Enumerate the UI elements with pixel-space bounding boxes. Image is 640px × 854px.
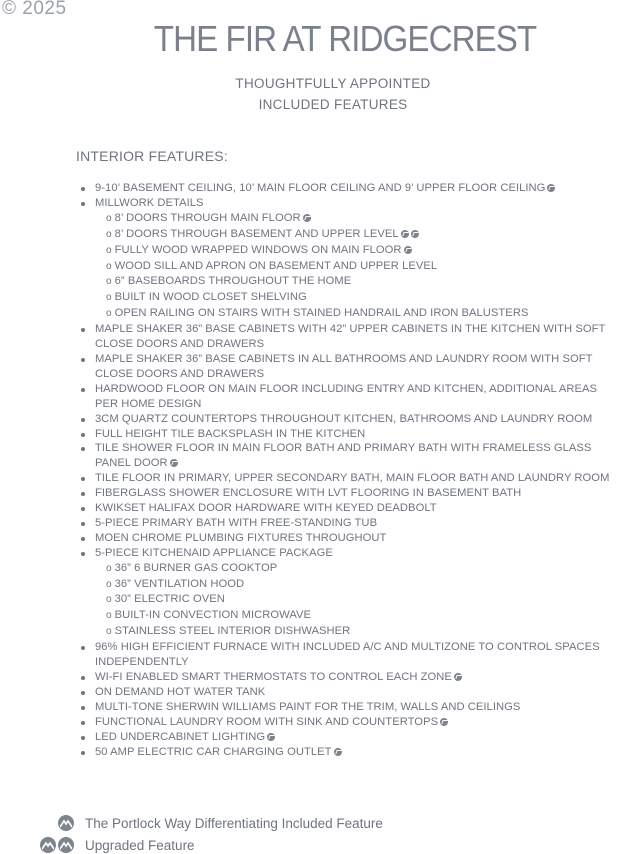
item-text: MOEN CHROME PLUMBING FIXTURES THROUGHOUT [95,531,387,544]
list-item [78,441,638,456]
item-text: INDEPENDENTLY [95,656,189,669]
list-item [78,640,638,655]
list-item [78,322,638,337]
bullet-icon [81,187,85,191]
mountain-icon [404,246,412,254]
list-item [78,685,638,700]
mountain-icon [440,718,448,726]
item-text: HARDWOOD FLOOR ON MAIN FLOOR INCLUDING ENTRY AND KITCHEN, ADDITIONAL AREAS [95,382,598,395]
sub-bullet-marker: o [106,292,112,304]
list-item [78,486,638,501]
mountain-icon [40,837,56,853]
bullet-icon [81,706,85,710]
item-text: STAINLESS STEEL INTERIOR DISHWASHER [114,625,351,638]
legend-upgraded-label: Upgraded Feature [85,837,195,853]
item-text: FULL HEIGHT TILE BACKSPLASH IN THE KITCHEN [95,427,366,440]
item-text: ON DEMAND HOT WATER TANK [95,685,266,698]
feature-list [78,181,638,759]
list-item-continuation [78,337,638,352]
list-item-continuation [78,397,638,412]
item-text: 8’ DOORS THROUGH BASEMENT AND UPPER LEVEL [114,227,399,240]
item-text: LED UNDERCABINET LIGHTING [95,730,266,743]
sub-list-item [78,290,638,306]
item-text: 36” VENTILATION HOOD [114,577,245,590]
item-text: 96% HIGH EFFICIENT FURNACE WITH INCLUDED A/C AND MULTIZONE TO CONTROL SPACES [95,641,600,654]
list-item [78,412,638,427]
legend-upgraded [40,837,195,853]
mountain-icon [267,733,275,741]
item-text: CLOSE DOORS AND DRAWERS [95,367,265,380]
bullet-icon [81,552,85,556]
item-text: TILE SHOWER FLOOR IN MAIN FLOOR BATH AND PRIMARY BATH WITH FRAMELESS GLASS [95,442,592,455]
list-item [78,382,638,397]
mountain-icon [58,837,74,853]
bullet-icon [81,676,85,680]
sub-list-item [78,592,638,608]
item-text: CLOSE DOORS AND DRAWERS [95,338,265,351]
item-text: FIBERGLASS SHOWER ENCLOSURE WITH LVT FLOORING IN BASEMENT BATH [95,487,522,500]
item-text: 5-PIECE PRIMARY BATH WITH FREE-STANDING TUB [95,516,378,529]
item-text: 30” ELECTRIC OVEN [114,593,225,606]
page-title: THE FIR AT RIDGECREST [153,18,537,59]
sub-list-item [78,243,638,259]
bullet-icon [81,646,85,650]
bullet-icon [81,418,85,422]
list-item-continuation [78,456,638,471]
sub-bullet-marker: o [106,212,112,224]
item-text: MAPLE SHAKER 36” BASE CABINETS WITH 42” UPPER CABINETS IN THE KITCHEN WITH SOFT [95,323,606,336]
mountain-icon [334,748,342,756]
item-text: KWIKSET HALIFAX DOOR HARDWARE WITH KEYED DEADBOLT [95,502,437,515]
legend-included-label: The Portlock Way Differentiating Included Feature [85,815,383,831]
item-text: 36” 6 BURNER GAS COOKTOP [114,561,278,574]
sub-bullet-marker: o [106,260,112,272]
item-text: 6” BASEBOARDS THROUGHOUT THE HOME [114,275,352,288]
subtitle-line-1: THOUGHTFULLY APPOINTED [235,76,431,91]
bullet-icon [81,522,85,526]
bullet-icon [81,721,85,725]
mountain-icon [170,459,178,467]
item-text: BUILT IN WOOD CLOSET SHELVING [114,291,307,304]
item-text: PER HOME DESIGN [95,397,202,410]
list-item [78,501,638,516]
mountain-icon [547,184,555,192]
item-text: 9-10’ BASEMENT CEILING, 10’ MAIN FLOOR CEILING AND 9’ UPPER FLOOR CEILING [95,182,546,194]
item-text: WOOD SILL AND APRON ON BASEMENT AND UPPER LEVEL [114,259,438,272]
copyright-watermark: © 2025 [2,0,67,19]
item-text: OPEN RAILING ON STAIRS WITH STAINED HANDRAIL AND IRON BALUSTERS [114,307,529,320]
item-text: MAPLE SHAKER 36” BASE CABINETS IN ALL BATHROOMS AND LAUNDRY ROOM WITH SOFT [95,352,593,365]
item-text: TILE FLOOR IN PRIMARY, UPPER SECONDARY BATH, MAIN FLOOR BATH AND LAUNDRY ROOM [95,472,610,485]
item-text: 8’ DOORS THROUGH MAIN FLOOR [114,211,301,224]
item-text: FULLY WOOD WRAPPED WINDOWS ON MAIN FLOOR [114,243,402,256]
sub-bullet-marker: o [106,308,112,320]
list-item [78,352,638,367]
item-text: 3CM QUARTZ COUNTERTOPS THROUGHOUT KITCHEN, BATHROOMS AND LAUNDRY ROOM [95,412,593,425]
item-text: PANEL DOOR [95,457,168,470]
item-text: MULTI-TONE SHERWIN WILLIAMS PAINT FOR THE TRIM, WALLS AND CEILINGS [95,700,521,713]
subtitle-line-2: INCLUDED FEATURES [258,97,408,112]
sub-list-item [78,608,638,624]
bullet-icon [81,202,85,206]
list-item-continuation [78,367,638,382]
bullet-icon [81,477,85,481]
sub-bullet-marker: o [106,276,112,288]
bullet-icon [81,537,85,541]
sub-list-item [78,577,638,593]
mountain-icon [303,214,311,222]
sub-list-item [78,306,638,322]
list-item [78,181,638,196]
list-item [78,700,638,715]
item-text: MILLWORK DETAILS [95,196,204,209]
bullet-icon [81,447,85,451]
bullet-icon [81,328,85,332]
list-item [78,427,638,442]
list-item [78,745,638,760]
bullet-icon [81,691,85,695]
bullet-icon [81,736,85,740]
mountain-icon [411,230,419,238]
item-text: WI-FI ENABLED SMART THERMOSTATS TO CONTROL EACH ZONE [95,671,452,683]
mountain-icon [58,815,74,831]
item-text: 50 AMP ELECTRIC CAR CHARGING OUTLET [95,745,332,758]
list-item [78,670,638,685]
list-item [78,546,638,561]
sub-list-item [78,227,638,243]
bullet-icon [81,388,85,392]
legend-included [40,815,383,831]
sub-list-item [78,624,638,640]
item-text: FUNCTIONAL LAUNDRY ROOM WITH SINK AND COUNTERTOPS [95,715,439,728]
sub-list-item [78,211,638,227]
sub-bullet-marker: o [106,578,112,590]
list-item [78,471,638,486]
list-item [78,730,638,745]
list-item [78,196,638,211]
list-item [78,715,638,730]
mountain-icon [454,673,462,681]
bullet-icon [81,507,85,511]
sub-list-item [78,259,638,275]
sub-bullet-marker: o [106,594,112,606]
item-text: BUILT-IN CONVECTION MICROWAVE [114,609,312,622]
sub-bullet-marker: o [106,626,112,638]
sub-bullet-marker: o [106,562,112,574]
bullet-icon [81,433,85,437]
list-item [78,531,638,546]
section-heading: INTERIOR FEATURES: [76,148,228,164]
bullet-icon [81,358,85,362]
sub-bullet-marker: o [106,244,112,256]
item-text: 5-PIECE KITCHENAID APPLIANCE PACKAGE [95,546,333,559]
sub-bullet-marker: o [106,610,112,622]
sub-list-item [78,561,638,577]
sub-list-item [78,274,638,290]
mountain-icon [401,230,409,238]
bullet-icon [81,751,85,755]
bullet-icon [81,492,85,496]
list-item-continuation [78,655,638,670]
sub-bullet-marker: o [106,228,112,240]
list-item [78,516,638,531]
